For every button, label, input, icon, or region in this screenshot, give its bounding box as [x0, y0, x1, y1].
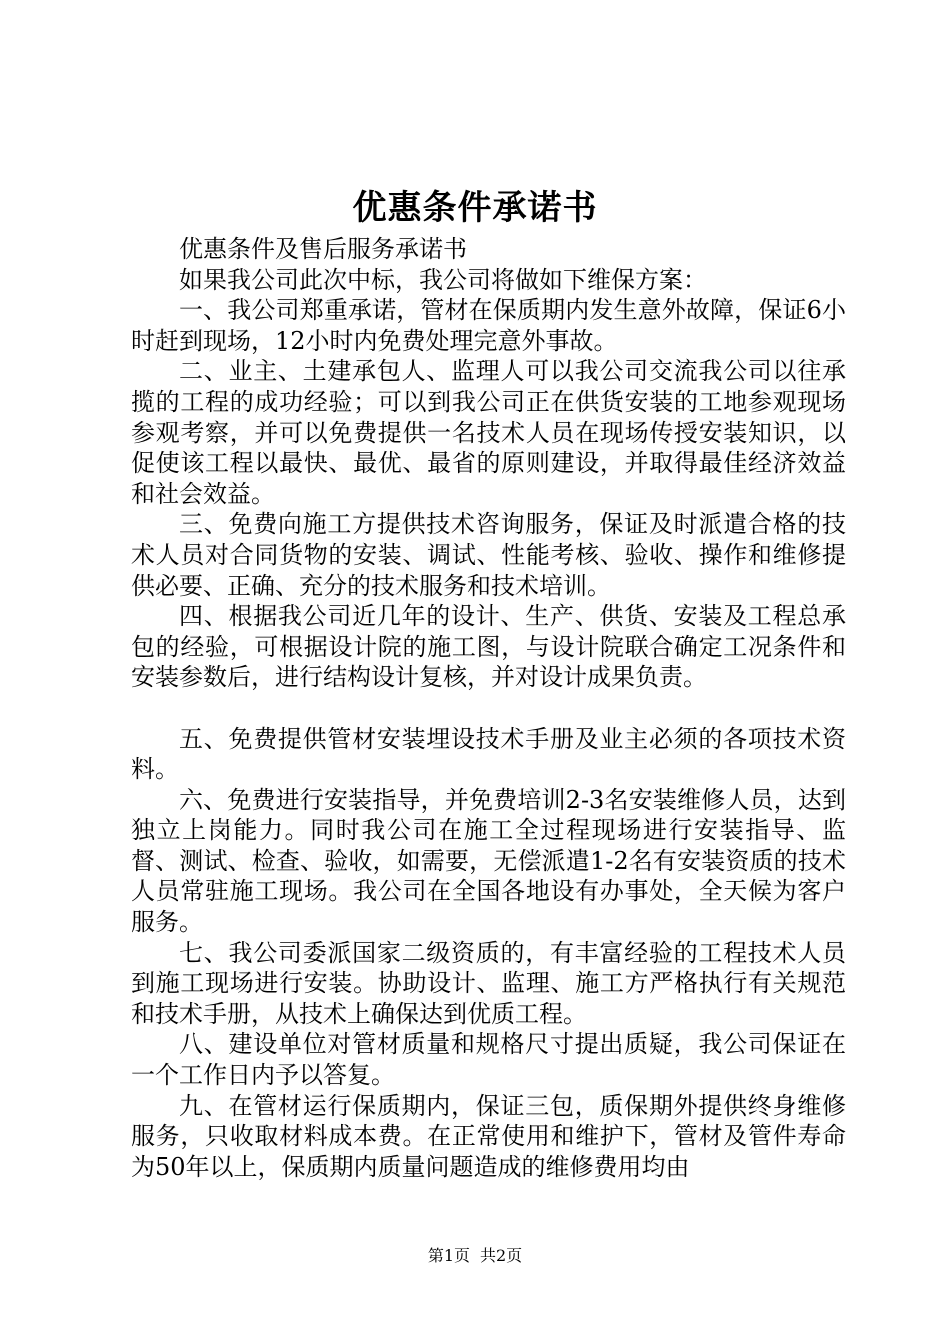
- page-number-total: 共2页: [480, 1246, 523, 1265]
- paragraph-item-7: 七、我公司委派国家二级资质的，有丰富经验的工程技术人员到施工现场进行安装。协助设计、监理、施工方严格执行有关规范和技术手册，从技术上确保达到优质工程。: [131, 938, 846, 1028]
- paragraph-item-4: 四、根据我公司近几年的设计、生产、供货、安装及工程总承包的经验，可根据设计院的施工图，与设计院联合确定工况条件和安装参数后，进行结构设计复核，并对设计成果负责。: [131, 602, 846, 692]
- paragraph-item-6: 六、免费进行安装指导，并免费培训2-3名安装维修人员，达到独立上岗能力。同时我公司在施工全过程现场进行安装指导、监督、测试、检查、验收，如需要，无偿派遣1-2名有安装资质的技术人员常驻施工现场。我公司在全国各地设有办事处，全天候为客户服务。: [131, 785, 846, 937]
- paragraph-item-1: 一、我公司郑重承诺，管材在保质期内发生意外故障，保证6小时赶到现场，12小时内免费处理完意外事故。: [131, 296, 846, 355]
- paragraph-item-5: 五、免费提供管材安装埋设技术手册及业主必须的各项技术资料。: [131, 724, 846, 784]
- paragraph-subtitle: 优惠条件及售后服务承诺书: [179, 235, 467, 263]
- page-number-current: 第1页: [427, 1246, 470, 1265]
- document-body: [131, 234, 846, 1182]
- paragraph-item-9: 九、在管材运行保质期内，保证三包，质保期外提供终身维修服务，只收取材料成本费。在正常使用和维护下，管材及管件寿命为50年以上，保质期内质量问题造成的维修费用均由: [131, 1091, 846, 1181]
- document-title: 优惠条件承诺书: [352, 188, 598, 228]
- paragraph-intro: 如果我公司此次中标，我公司将做如下维保方案：: [179, 265, 707, 294]
- paragraph-item-8: 八、建设单位对管材质量和规格尺寸提出质疑，我公司保证在一个工作日内予以答复。: [131, 1030, 846, 1090]
- page-footer: [0, 1244, 950, 1268]
- paragraph-item-3: 三、免费向施工方提供技术咨询服务，保证及时派遣合格的技术人员对合同货物的安装、调试、性能考核、验收、操作和维修提供必要、正确、充分的技术服务和技术培训。: [131, 510, 846, 600]
- paragraph-item-2: 二、业主、土建承包人、监理人可以我公司交流我公司以往承揽的工程的成功经验；可以到我公司正在供货安装的工地参观现场参观考察，并可以免费提供一名技术人员在现场传授安装知识，以促使该工程以最快、最优、最省的原则建设，并取得最佳经济效益和社会效益。: [131, 357, 846, 508]
